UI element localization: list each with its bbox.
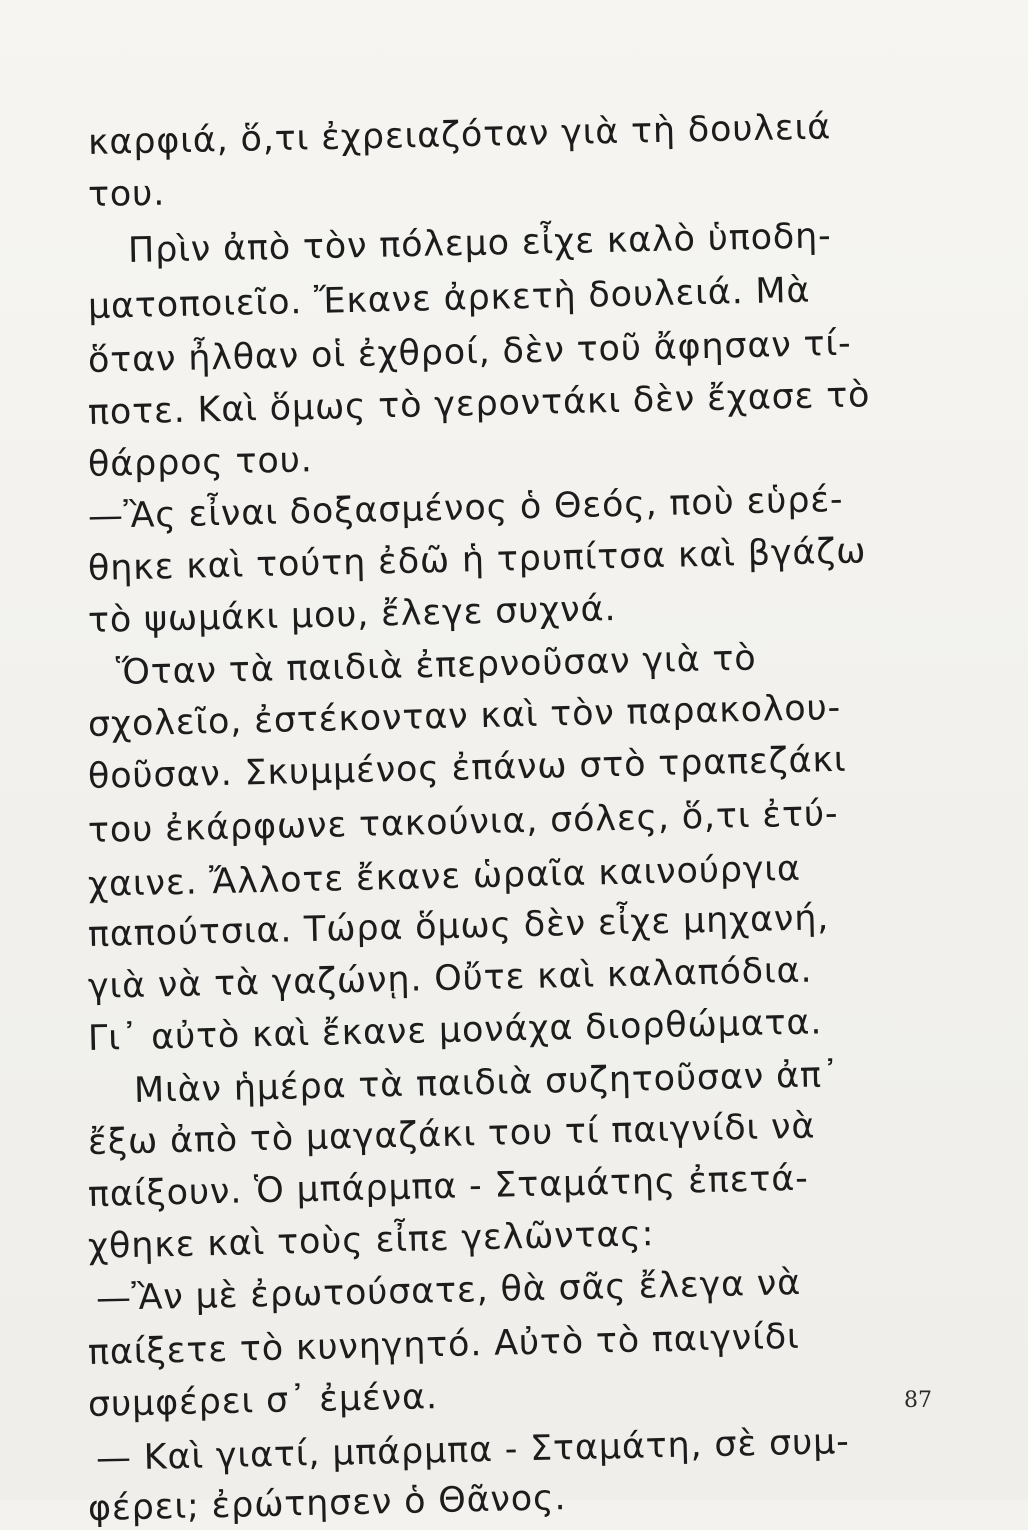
text-line: τὸ ψωμάκι μου, ἔλεγε συχνά. (87, 589, 617, 641)
text-line: θοῦσαν. Σκυμμένος ἐπάνω στὸ τραπεζάκι (87, 739, 847, 797)
text-line: —Ἂς εἶναι δοξασμένος ὁ Θεός, ποὺ εὑρέ- (87, 479, 844, 537)
text-line: ποτε. Καὶ ὅμως τὸ γεροντάκι δὲν ἔχασε τὸ (87, 375, 871, 433)
text-line: χαινε. Ἄλλοτε ἔκανε ὡραῖα καινούργια (87, 848, 802, 905)
text-line: σχολεῖο, ἐστέκονταν καὶ τὸν παρακολου- (87, 687, 842, 745)
text-line: καρφιά, ὅ,τι ἐχρειαζόταν γιὰ τὴ δουλειά (87, 107, 832, 163)
text-line: ἔξω ἀπὸ τὸ μαγαζάκι του τί παιγνίδι νὰ (87, 1106, 816, 1163)
text-line: —Ἂν μὲ ἐρωτούσατε, θὰ σᾶς ἔλεγα νὰ (95, 1263, 802, 1319)
text-line: χθηκε καὶ τοὺς εἶπε γελῶντας: (87, 1214, 655, 1267)
text-line: Μιὰν ἡμέρα τὰ παιδιὰ συζητοῦσαν ἀπ᾿ (133, 1054, 841, 1111)
text-line: ὅταν ἦλθαν οἱ ἐχθροί, δὲν τοῦ ἄφησαν τί- (87, 323, 852, 381)
text-line: του ἐκάρφωνε τακούνια, σόλες, ὅ,τι ἐτύ- (87, 793, 839, 851)
text-line: φέρει; ἐρώτησεν ὁ Θᾶνος. (87, 1478, 567, 1529)
text-line: παπούτσια. Τώρα ὅμως δὲν εἶχε μηχανή, (87, 898, 830, 955)
text-line: συμφέρει σ᾿ ἐμένα. (87, 1377, 439, 1425)
text-line: Γι᾿ αὐτὸ καὶ ἔκανε μονάχα διορθώματα. (87, 1002, 823, 1059)
page-number: 87 (904, 1388, 932, 1413)
text-line: ματοποιεῖο. Ἔκανε ἀρκετὴ δουλειά. Μὰ (87, 270, 811, 327)
text-line: Ὅταν τὰ παιδιὰ ἐπερνοῦσαν γιὰ τὸ (115, 638, 757, 693)
text-line: Πρὶν ἀπὸ τὸν πόλεμο εἶχε καλὸ ὑποδη- (127, 216, 832, 271)
text-line: παίξουν. Ὁ μπάρμπα - Σταμάτης ἐπετά- (87, 1158, 809, 1215)
text-line: γιὰ νὰ τὰ γαζώνῃ. Οὔτε καὶ καλαπόδια. (87, 950, 813, 1007)
text-line: παίξετε τὸ κυνηγητό. Αὐτὸ τὸ παιγνίδι (87, 1316, 801, 1373)
text-line: του. (87, 173, 166, 215)
text-line: θηκε καὶ τούτη ἐδῶ ἡ τρυπίτσα καὶ βγάζω (87, 531, 867, 589)
text-line: θάρρος του. (87, 440, 314, 485)
text-line: — Καὶ γιατί, μπάρμπα - Σταμάτη, σὲ συμ- (95, 1421, 850, 1479)
